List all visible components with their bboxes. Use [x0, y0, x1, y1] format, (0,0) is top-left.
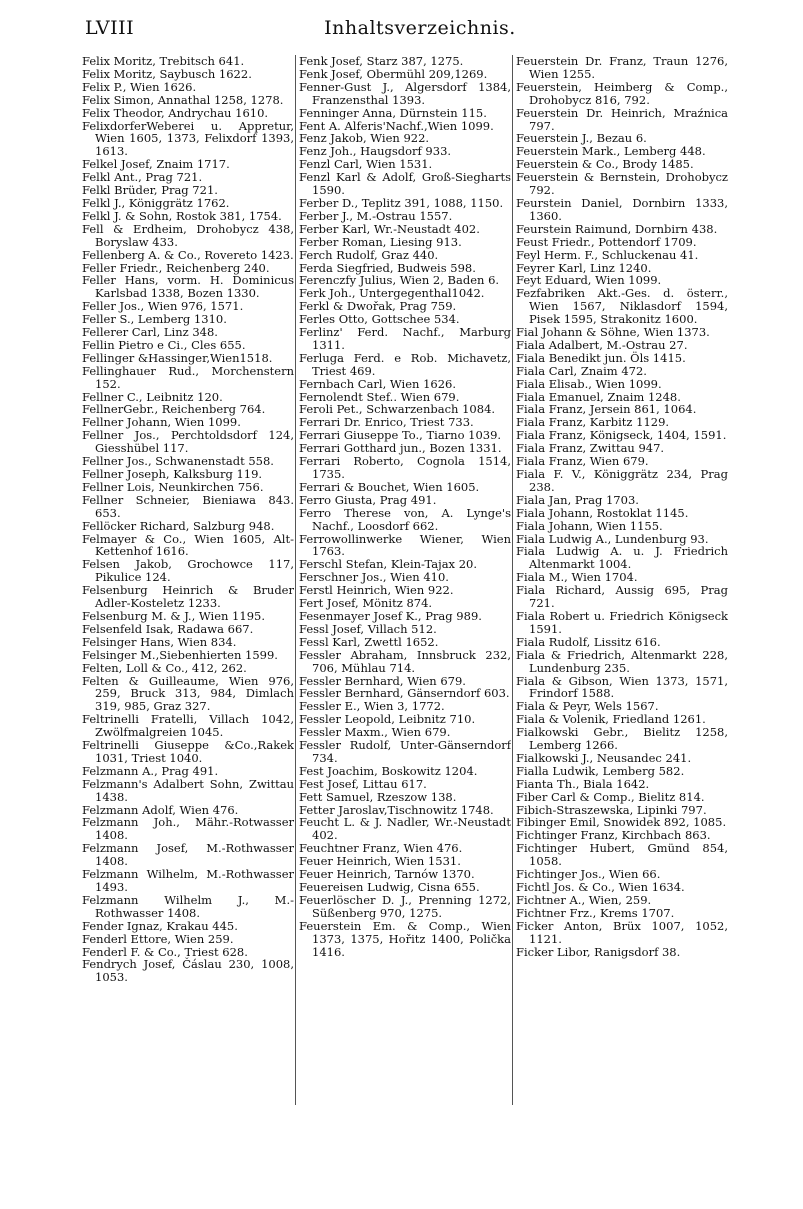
- index-entry: Fiala Ludwig A., Lundenburg 93.: [516, 531, 709, 546]
- index-entry: Fiala Rudolf, Lissitz 616.: [516, 634, 661, 649]
- index-entry: Fellner Jos., Perchtoldsdorf 124, Giesshübel 117.: [82, 428, 294, 456]
- index-entry: Ferda Siegfried, Budweis 598.: [299, 260, 476, 275]
- index-entry: Fenzl Carl, Wien 1531.: [299, 157, 433, 172]
- index-entry: Fibich-Straszewska, Lipinki 797.: [516, 802, 707, 817]
- index-entry: Felkl J., Königgrätz 1762.: [82, 195, 230, 210]
- index-entry: Felix P., Wien 1626.: [82, 79, 197, 94]
- index-entry: Feuereisen Ludwig, Cisna 655.: [299, 880, 480, 894]
- index-entry: Felix Moritz, Trebitsch 641.: [82, 55, 245, 68]
- index-entry: Fellner C., Leibnitz 120.: [82, 389, 223, 404]
- index-entry: Fialla Ludwik, Lemberg 582.: [516, 763, 685, 778]
- index-entry: Ferles Otto, Gottschee 534.: [299, 312, 460, 327]
- index-entry: Fellenberg A. & Co., Rovereto 1423.: [82, 247, 294, 262]
- index-entry: Fiala Adalbert, M.-Ostrau 27.: [516, 337, 688, 352]
- index-entry: Ferro Giusta, Prag 491.: [299, 492, 437, 507]
- index-entry: Fest Joachim, Boskowitz 1204.: [299, 763, 478, 778]
- index-entry: Felten, Loll & Co., 412, 262.: [82, 660, 247, 675]
- index-entry: Fichtinger Hubert, Gmünd 854, 1058.: [516, 841, 728, 869]
- index-entry: Fichtinger Jos., Wien 66.: [516, 867, 661, 882]
- index-entry: Fenz Jakob, Wien 922.: [299, 131, 430, 146]
- index-entry: Fiala Ludwig A. u. J. Friedrich Altenmarkt 1004.: [516, 544, 728, 572]
- index-entry: Fiala Robert u. Friedrich Königseck 1591.: [516, 608, 728, 636]
- index-entry: Fernolendt Stef.. Wien 679.: [299, 389, 460, 404]
- index-entry: Feller Friedr., Reichenberg 240.: [82, 260, 270, 275]
- index-entry: Fiala Franz, Königseck, 1404, 1591.: [516, 428, 727, 443]
- index-entry: Felzmann Wilhelm J., M.-Rothwasser 1408.: [82, 892, 294, 920]
- index-entry: Feuchtner Franz, Wien 476.: [299, 841, 463, 856]
- index-entry: Fellin Pietro e Ci., Cles 655.: [82, 337, 246, 352]
- index-entry: Fenk Josef, Starz 387, 1275.: [299, 55, 464, 68]
- index-entry: Fender Ignaz, Krakau 445.: [82, 918, 238, 933]
- index-entry: Felzmann Adolf, Wien 476.: [82, 802, 239, 817]
- index-entry: Felsinger M.,Siebenhierten 1599.: [82, 647, 278, 662]
- index-entry: Ferber Karl, Wr.-Neustadt 402.: [299, 221, 480, 236]
- index-entry: Ferber J., M.-Ostrau 1557.: [299, 208, 453, 223]
- index-entry: Fial Johann & Söhne, Wien 1373.: [516, 325, 710, 340]
- index-entry: Felkel Josef, Znaim 1717.: [82, 157, 230, 172]
- index-entry: Ferber Roman, Liesing 913.: [299, 234, 462, 249]
- page-title: Inhaltsverzeichnis.: [324, 17, 516, 39]
- index-entry: Feuerstein J., Bezau 6.: [516, 131, 647, 146]
- index-entry: Fiala Franz, Wien 679.: [516, 454, 649, 469]
- index-entry: Felkl J. & Sohn, Rostok 381, 1754.: [82, 208, 282, 223]
- index-entry: Fenderl F. & Co., Triest 628.: [82, 944, 248, 959]
- index-entry: Fellerer Carl, Linz 348.: [82, 325, 218, 340]
- index-entry: Fiala Carl, Znaim 472.: [516, 363, 647, 378]
- index-entry: Fiala Franz, Zwittau 947.: [516, 441, 665, 456]
- index-entry: Ferrari Gotthard jun., Bozen 1331.: [299, 441, 502, 456]
- index-entry: Fibinger Emil, Snowidek 892, 1085.: [516, 815, 727, 830]
- index-entry: Feltrinelli Giuseppe &Co.,Rakek 1031, Triest 1040.: [82, 738, 294, 765]
- index-entry: Fellinger &Hassinger,Wien1518.: [82, 350, 273, 365]
- index-columns: [82, 55, 757, 1115]
- index-entry: Fent A. Alferis'Nachf.,Wien 1099.: [299, 118, 494, 133]
- index-entry: Fessler Bernhard, Wien 679.: [299, 673, 466, 688]
- index-entry: Fiala Franz, Jersein 861, 1064.: [516, 402, 697, 417]
- index-entry: Ferstl Heinrich, Wien 922.: [299, 583, 454, 598]
- index-entry: Fellner Jos., Schwanenstadt 558.: [82, 454, 274, 469]
- index-entry: Felmayer & Co., Wien 1605, Alt-Kettenhof 1616.: [82, 531, 294, 559]
- index-entry: Ferschner Jos., Wien 410.: [299, 570, 449, 585]
- index-entry: Fellner Joseph, Kalksburg 119.: [82, 467, 263, 481]
- index-entry: Fenzl Karl & Adolf, Groß-Siegharts 1590.: [299, 170, 511, 198]
- index-entry: Fessler Bernhard, Gänserndorf 603.: [299, 686, 510, 701]
- index-entry: Ferro Therese von, A. Lynge's Nachf., Loosdorf 662.: [299, 505, 511, 533]
- index-entry: Feuerstein Mark., Lemberg 448.: [516, 144, 706, 159]
- index-entry: Fesenmayer Josef K., Prag 989.: [299, 608, 482, 623]
- index-entry: Felsinger Hans, Wien 834.: [82, 634, 237, 649]
- index-entry: Fiala M., Wien 1704.: [516, 570, 638, 585]
- index-entry: Ferkl & Dwořak, Prag 759.: [299, 299, 457, 314]
- index-entry: Fellöcker Richard, Salzburg 948.: [82, 518, 275, 533]
- index-entry: Felkl Brüder, Prag 721.: [82, 183, 218, 198]
- index-entry: Fialkowski Gebr., Bielitz 1258, Lemberg 1266.: [516, 725, 728, 753]
- index-entry: Felsenfeld Isak, Radawa 667.: [82, 621, 254, 636]
- index-entry: Felkl Ant., Prag 721.: [82, 170, 203, 185]
- index-entry: Ferschl Stefan, Klein-Tajax 20.: [299, 557, 477, 572]
- index-entry: Fessler Abraham, Innsbruck 232, 706, Mühlau 714.: [299, 647, 511, 675]
- index-entry: Fianta Th., Biala 1642.: [516, 776, 650, 791]
- index-entry: Ferrari & Bouchet, Wien 1605.: [299, 479, 480, 494]
- index-entry: Felsen Jakob, Grochowce 117, Pikulice 124.: [82, 557, 294, 585]
- index-entry: Feyt Eduard, Wien 1099.: [516, 273, 662, 288]
- index-entry: Fialkowski J., Neusandec 241.: [516, 750, 692, 765]
- index-entry: Felix Theodor, Andrychau 1610.: [82, 105, 269, 120]
- column-divider: [295, 55, 296, 1105]
- index-entry: Felsenburg Heinrich & Bruder Adler-Kosteletz 1233.: [82, 583, 294, 611]
- index-entry: Feroli Pet., Schwarzenbach 1084.: [299, 402, 496, 417]
- index-entry: Ferrari Roberto, Cognola 1514, 1735.: [299, 454, 511, 481]
- index-entry: Fessler Leopold, Leibnitz 710.: [299, 712, 476, 727]
- index-entry: Ferluga Ferd. e Rob. Michavetz, Triest 469.: [299, 350, 511, 378]
- index-entry: Ferlinz' Ferd. Nachf., Marburg 1311.: [299, 325, 511, 352]
- index-column-1: [82, 55, 294, 1115]
- index-entry: Fenk Josef, Obermühl 209,1269.: [299, 66, 488, 81]
- index-entry: Ferenczfy Julius, Wien 2, Baden 6.: [299, 273, 500, 288]
- index-entry: Fert Josef, Mönitz 874.: [299, 596, 433, 611]
- index-entry: Felzmann Joh., Mähr.-Rotwasser 1408.: [82, 815, 294, 843]
- index-entry: Fellner Schneier, Bieniawa 843. 653.: [82, 492, 294, 520]
- index-entry: Felix Simon, Annathal 1258, 1278.: [82, 92, 284, 107]
- index-entry: Ferk Joh., Untergegenthal1042.: [299, 286, 485, 301]
- index-entry: Fessler Maxm., Wien 679.: [299, 725, 451, 740]
- index-entry: Fellner Johann, Wien 1099.: [82, 415, 241, 430]
- page-number: LVIII: [85, 17, 135, 39]
- index-entry: Feller S., Lemberg 1310.: [82, 312, 227, 327]
- index-entry: Fessler E., Wien 3, 1772.: [299, 699, 445, 714]
- index-entry: Fessler Rudolf, Unter-Gänserndorf 734.: [299, 738, 511, 765]
- index-entry: Fiber Carl & Comp., Bielitz 814.: [516, 789, 705, 804]
- index-entry: Feuer Heinrich, Tarnów 1370.: [299, 867, 475, 882]
- index-entry: Feuerstein Dr. Franz, Traun 1276, Wien 1255.: [516, 55, 728, 81]
- index-entry: Ferrari Giuseppe To., Tiarno 1039.: [299, 428, 502, 443]
- index-entry: Fetter Jaroslav,Tischnowitz 1748.: [299, 802, 494, 817]
- index-entry: Feuerstein & Co., Brody 1485.: [516, 157, 694, 172]
- index-column-3: [516, 55, 728, 1115]
- index-entry: Fenz Joh., Haugsdorf 933.: [299, 144, 452, 159]
- index-entry: FellnerGebr., Reichenberg 764.: [82, 402, 266, 417]
- index-column-2: [299, 55, 511, 1115]
- index-entry: Feller Hans, vorm. H. Dominicus Karlsbad 1338, Bozen 1330.: [82, 273, 294, 301]
- index-entry: Fenninger Anna, Dürnstein 115.: [299, 105, 487, 120]
- index-entry: Feurstein Raimund, Dornbirn 438.: [516, 221, 718, 236]
- index-entry: Fichtl Jos. & Co., Wien 1634.: [516, 880, 685, 894]
- index-entry: Ferber D., Teplitz 391, 1088, 1150.: [299, 195, 504, 210]
- index-entry: Fezfabriken Akt.-Ges. d. österr., Wien 1567, Niklasdorf 1594, Pisek 1595, Strakonitz 1600.: [516, 286, 728, 327]
- index-entry: Fiala F. V., Königgrätz 234, Prag 238.: [516, 467, 728, 494]
- index-entry: Fichtner Frz., Krems 1707.: [516, 905, 675, 920]
- index-entry: Fenner-Gust J., Algersdorf 1384, Franzensthal 1393.: [299, 79, 511, 107]
- index-entry: Ficker Anton, Brüx 1007, 1052, 1121.: [516, 918, 728, 946]
- index-entry: Fiala & Peyr, Wels 1567.: [516, 699, 659, 714]
- index-entry: Fett Samuel, Rzeszow 138.: [299, 789, 457, 804]
- index-entry: Fiala Emanuel, Znaim 1248.: [516, 389, 681, 404]
- index-entry: Ferrowollinwerke Wiener, Wien 1763.: [299, 531, 511, 559]
- index-entry: Fessl Josef, Villach 512.: [299, 621, 437, 636]
- index-entry: Ferrari Dr. Enrico, Triest 733.: [299, 415, 474, 430]
- index-entry: Fellner Lois, Neunkirchen 756.: [82, 479, 264, 494]
- index-entry: Fendrych Josef, Čáslau 230, 1008, 1053.: [82, 957, 294, 985]
- index-entry: Fernbach Carl, Wien 1626.: [299, 376, 457, 391]
- index-entry: Fiala Benedikt jun. Öls 1415.: [516, 350, 686, 365]
- index-entry: Feuerstein, Heimberg & Comp., Drohobycz 816, 792.: [516, 79, 728, 107]
- index-entry: Feucht L. & J. Nadler, Wr.-Neustadt 402.: [299, 815, 511, 843]
- index-entry: Fiala & Friedrich, Altenmarkt 228, Lundenburg 235.: [516, 647, 728, 675]
- index-entry: Fiala & Gibson, Wien 1373, 1571, Frindorf 1588.: [516, 673, 728, 701]
- index-entry: Fessl Karl, Zwettl 1652.: [299, 634, 439, 649]
- index-entry: Fest Josef, Littau 617.: [299, 776, 427, 791]
- index-entry: Feller Jos., Wien 976, 1571.: [82, 299, 244, 314]
- index-entry: Feltrinelli Fratelli, Villach 1042, Zwölfmalgreien 1045.: [82, 712, 294, 740]
- index-entry: Fenderl Ettore, Wien 259.: [82, 931, 234, 946]
- index-entry: Feuerstein & Bernstein, Drohobycz 792.: [516, 170, 728, 198]
- index-entry: Felten & Guilleaume, Wien 976, 259, Bruck 313, 984, Dimlach 319, 985, Graz 327.: [82, 673, 294, 714]
- index-entry: Fiala Johann, Rostoklat 1145.: [516, 505, 689, 520]
- index-entry: Feust Friedr., Pottendorf 1709.: [516, 234, 697, 249]
- index-entry: Feurstein Daniel, Dornbirn 1333, 1360.: [516, 195, 728, 223]
- index-entry: FelixdorferWeberei u. Appretur, Wien 1605, 1373, Felixdorf 1393, 1613.: [82, 118, 294, 159]
- index-entry: Feyl Herm. F., Schluckenau 41.: [516, 247, 699, 262]
- index-entry: Felsenburg M. & J., Wien 1195.: [82, 608, 265, 623]
- index-entry: Fiala Elisab., Wien 1099.: [516, 376, 662, 391]
- index-entry: Fichtner A., Wien, 259.: [516, 892, 652, 907]
- index-entry: Fiala Richard, Aussig 695, Prag 721.: [516, 583, 728, 611]
- index-entry: Felix Moritz, Saybusch 1622.: [82, 66, 252, 81]
- index-entry: Feuerlöscher D. J., Prenning 1272, Süßenberg 970, 1275.: [299, 892, 511, 920]
- index-entry: Felzmann's Adalbert Sohn, Zwittau 1438.: [82, 776, 294, 804]
- index-entry: Fichtinger Franz, Kirchbach 863.: [516, 828, 711, 843]
- index-entry: Feuer Heinrich, Wien 1531.: [299, 854, 461, 869]
- index-entry: Feyrer Karl, Linz 1240.: [516, 260, 652, 275]
- index-entry: Felzmann Wilhelm, M.-Rothwasser 1493.: [82, 867, 294, 894]
- column-divider: [512, 55, 513, 1105]
- index-entry: Ficker Libor, Ranigsdorf 38.: [516, 944, 681, 959]
- index-entry: Feuerstein Dr. Heinrich, Mraźnica 797.: [516, 105, 728, 133]
- index-entry: Fiala Jan, Prag 1703.: [516, 492, 639, 507]
- index-entry: Felzmann A., Prag 491.: [82, 763, 219, 778]
- index-entry: Ferch Rudolf, Graz 440.: [299, 247, 439, 262]
- index-entry: Fellinghauer Rud., Morchenstern 152.: [82, 363, 294, 391]
- index-entry: Feuerstein Em. & Comp., Wien 1373, 1375, Hořitz 1400, Polička 1416.: [299, 918, 511, 959]
- index-entry: Fiala & Volenik, Friedland 1261.: [516, 712, 706, 727]
- index-entry: Fiala Johann, Wien 1155.: [516, 518, 663, 533]
- index-entry: Felzmann Josef, M.-Rothwasser 1408.: [82, 841, 294, 869]
- index-entry: Fell & Erdheim, Drohobycz 438, Boryslaw 433.: [82, 221, 294, 249]
- page-header: [85, 15, 755, 45]
- index-entry: Fiala Franz, Karbitz 1129.: [516, 415, 670, 430]
